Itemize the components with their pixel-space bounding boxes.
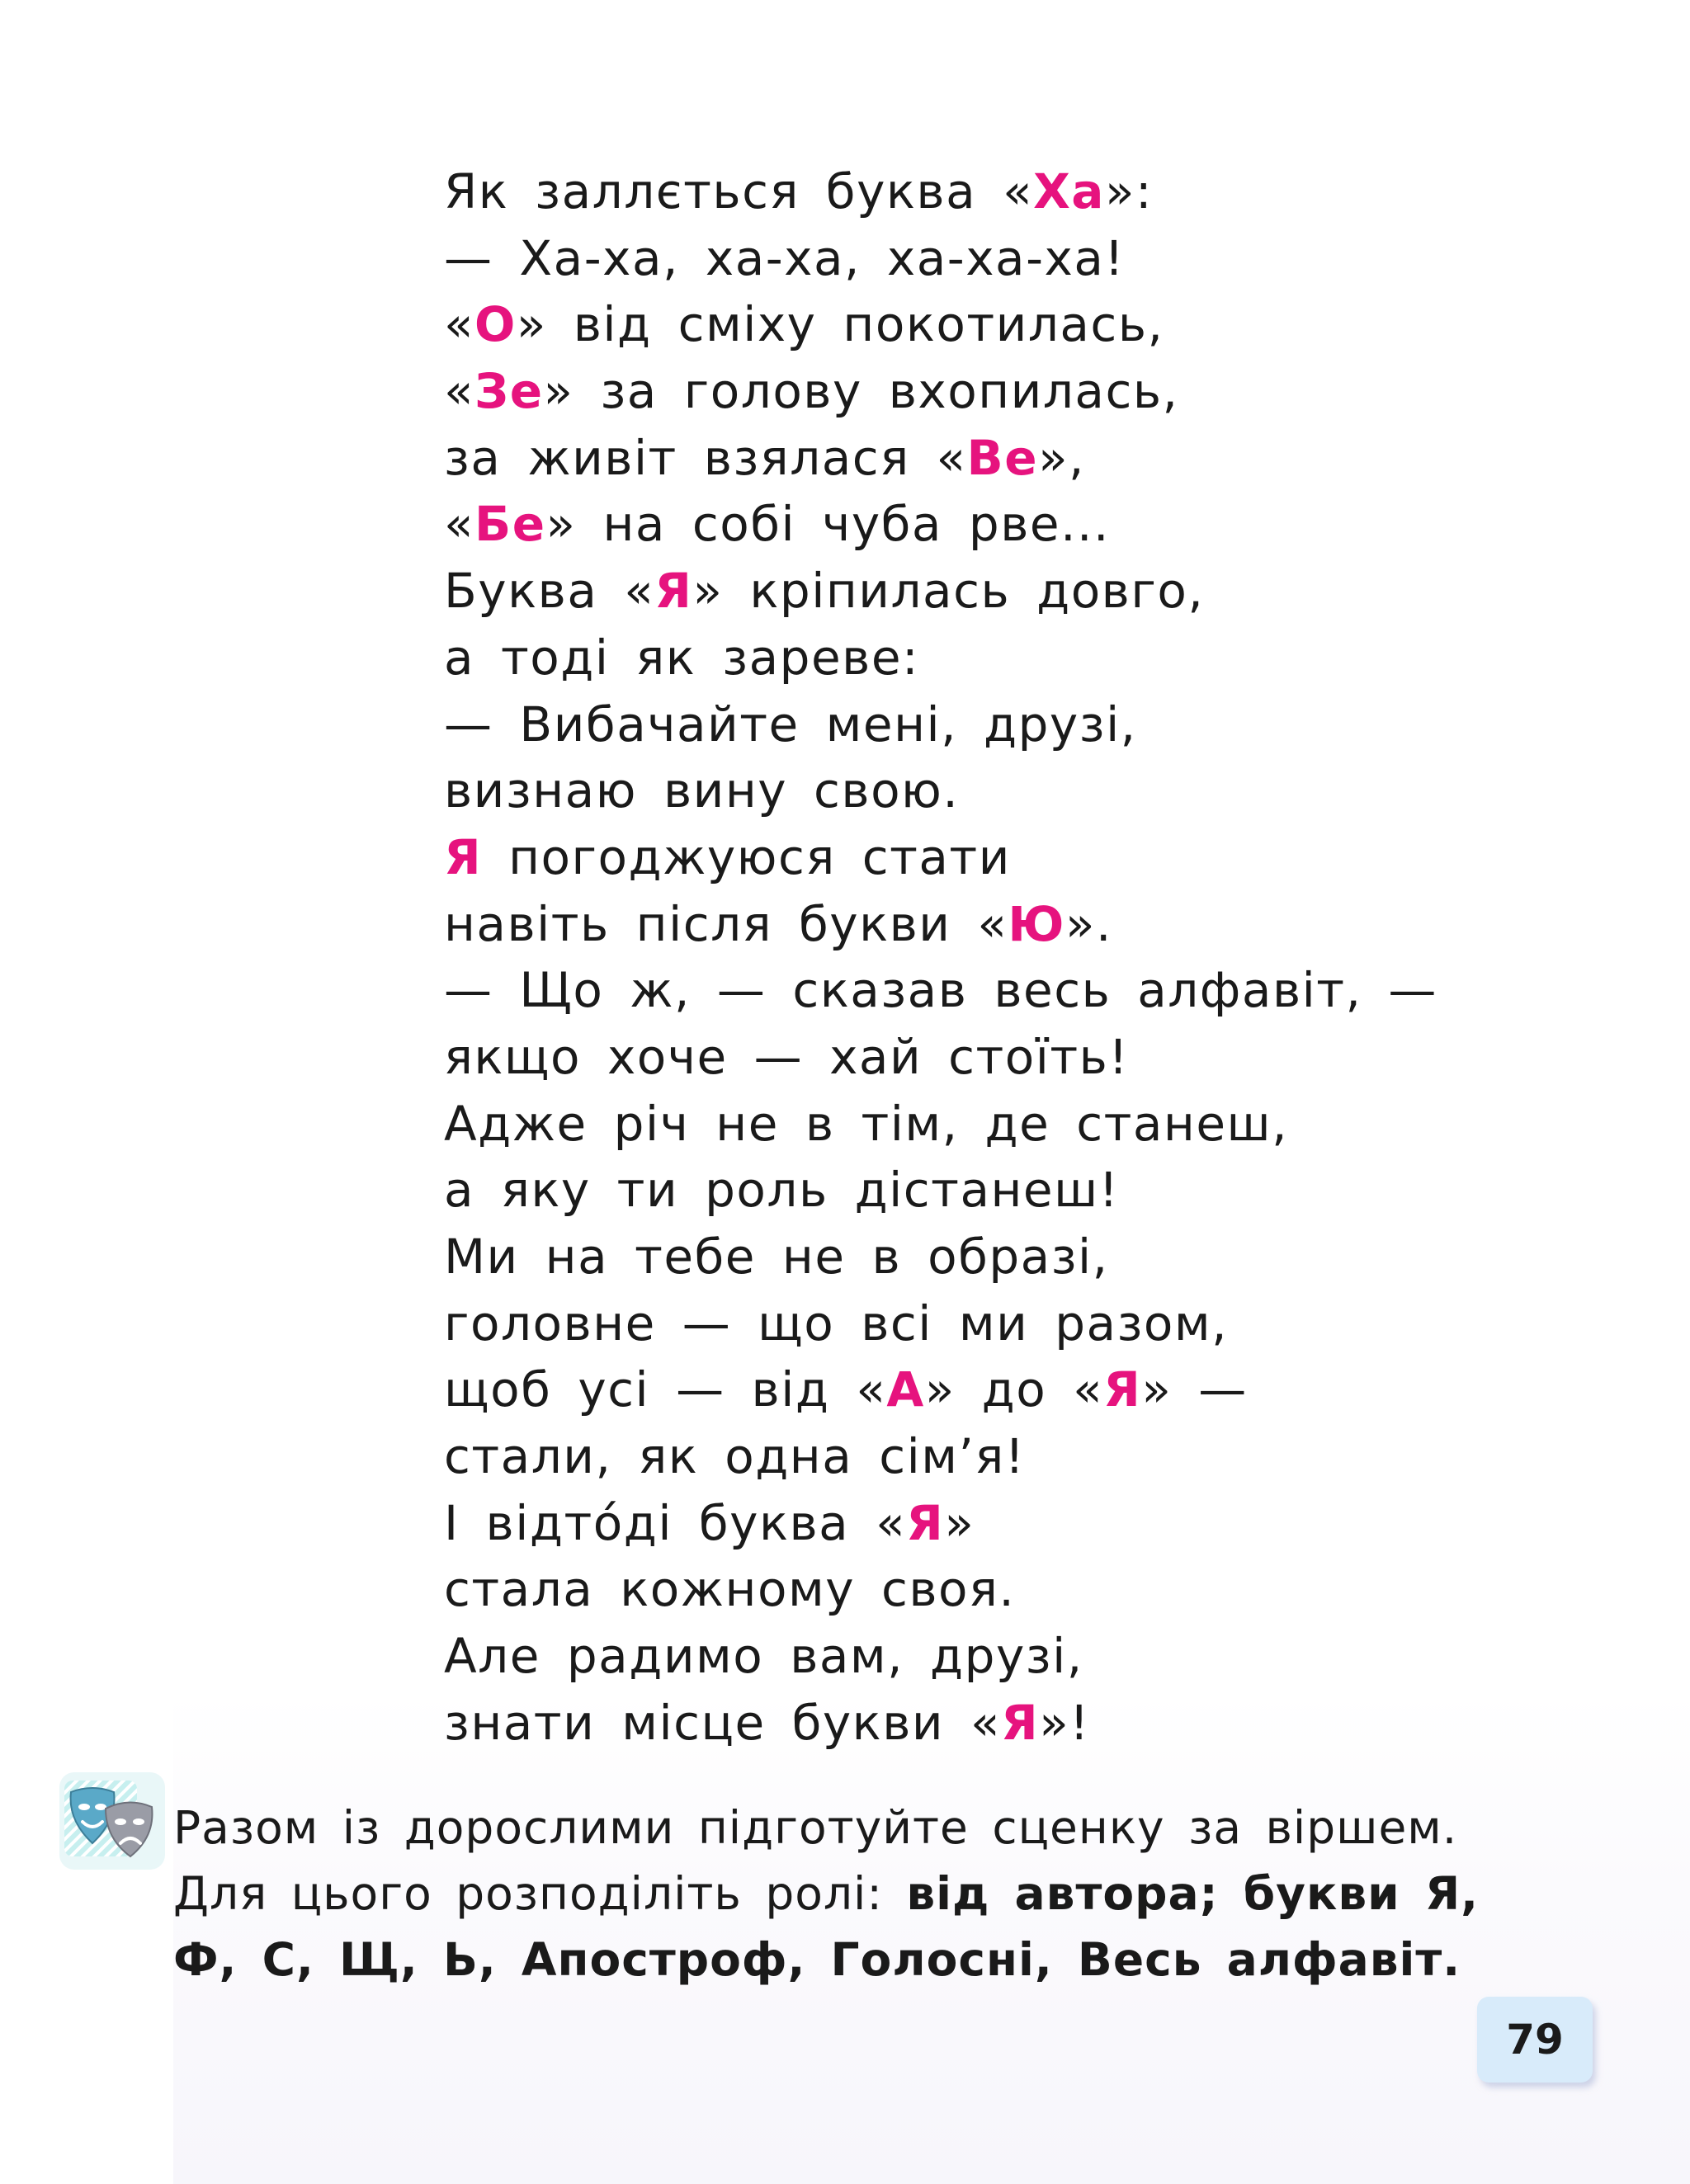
poem-line (444, 1690, 1517, 1757)
poem-text: Як заллється буква « (444, 163, 1034, 219)
poem-line (444, 1157, 1517, 1224)
poem-text: стала кожному своя. (444, 1561, 1016, 1618)
poem-text: Ми на тебе не в образі, (444, 1229, 1109, 1285)
poem-text: », (1038, 429, 1085, 486)
poem-text: ». (1065, 895, 1112, 952)
poem-line (444, 1423, 1517, 1490)
highlighted-letter: Ха (1033, 163, 1105, 219)
poem-line (444, 757, 1517, 824)
poem-line (444, 491, 1517, 558)
poem-line (444, 625, 1517, 691)
theatre-masks-icon (59, 1772, 165, 1870)
highlighted-letter: Бе (474, 496, 546, 553)
poem-line (444, 358, 1517, 425)
poem-text: навіть після букви « (444, 895, 1008, 952)
poem-line (444, 1356, 1517, 1423)
poem-text: головне — що всі ми разом, (444, 1295, 1229, 1351)
poem-text: » (944, 1494, 975, 1551)
poem-text: визнаю вину свою. (444, 762, 960, 819)
poem-text: » від сміху покотилась, (516, 296, 1164, 353)
task-text: Разом із дорослими підготуйте сценку за віршем. Для цього розподіліть ролі: (173, 1801, 1458, 1920)
highlighted-letter: А (886, 1361, 925, 1418)
task-roles: від автора; букви Я, Ф, С, Щ, Ь, Апостроф, Голосні, Весь алфавіт. (173, 1867, 1480, 1986)
poem-line (444, 1623, 1517, 1690)
poem-text: якщо хоче — хай стоїть! (444, 1028, 1130, 1085)
highlighted-letter: Я (906, 1494, 945, 1551)
poem-text: Адже річ не в тім, де станеш, (444, 1095, 1289, 1152)
poem-line (444, 1224, 1517, 1290)
poem-text: — Що ж, — сказав весь алфавіт, — (444, 962, 1437, 1019)
poem-line (444, 957, 1517, 1024)
poem-line (444, 691, 1517, 758)
poem-text: »: (1104, 163, 1153, 219)
highlighted-letter: Ю (1008, 895, 1066, 952)
highlighted-letter: Я (444, 828, 483, 885)
poem-text: І відто́ді буква « (444, 1494, 907, 1551)
poem-line (444, 558, 1517, 625)
poem-text: « (444, 496, 474, 553)
poem-text: »! (1039, 1694, 1090, 1751)
poem-text: — Ха-ха, ха-ха, ха-ха-ха! (444, 229, 1126, 286)
poem-text: » — (1141, 1361, 1248, 1418)
poem-line (444, 158, 1517, 225)
poem-text: а тоді як зареве: (444, 629, 920, 686)
poem-text: « (444, 363, 474, 420)
highlighted-letter: Я (1001, 1694, 1040, 1751)
page-number: 79 (1477, 1997, 1593, 2083)
poem-line (444, 1490, 1517, 1557)
highlighted-letter: Я (654, 563, 693, 620)
poem-text: щоб усі — від « (444, 1361, 887, 1418)
poem-line (444, 1556, 1517, 1623)
task-instruction (173, 1795, 1510, 1993)
poem-line (444, 891, 1517, 958)
poem-text: знати місце букви « (444, 1694, 1002, 1751)
poem-text: погоджуюся стати (482, 828, 1011, 885)
poem-text: » за голову вхопилась, (543, 363, 1179, 420)
poem-text: Буква « (444, 563, 655, 620)
poem-text: — Вибачайте мені, друзі, (444, 696, 1137, 752)
highlighted-letter: Ве (966, 429, 1039, 486)
poem-line (444, 1290, 1517, 1357)
poem (444, 158, 1517, 1757)
poem-text: » кріпилась довго, (692, 563, 1205, 620)
poem-line (444, 824, 1517, 891)
poem-text: Але радимо вам, друзі, (444, 1628, 1083, 1685)
poem-text: » на собі чуба рве... (545, 496, 1110, 553)
highlighted-letter: Зе (474, 363, 544, 420)
poem-line (444, 1024, 1517, 1091)
poem-text: « (444, 296, 474, 353)
highlighted-letter: О (474, 296, 517, 353)
poem-line (444, 291, 1517, 358)
poem-text: за живіт взялася « (444, 429, 967, 486)
poem-line (444, 425, 1517, 492)
poem-text: » до « (924, 1361, 1104, 1418)
poem-line (444, 225, 1517, 292)
poem-text: а яку ти роль дістанеш! (444, 1162, 1120, 1219)
highlighted-letter: Я (1103, 1361, 1142, 1418)
poem-line (444, 1091, 1517, 1158)
poem-text: стали, як одна сім’я! (444, 1428, 1026, 1485)
